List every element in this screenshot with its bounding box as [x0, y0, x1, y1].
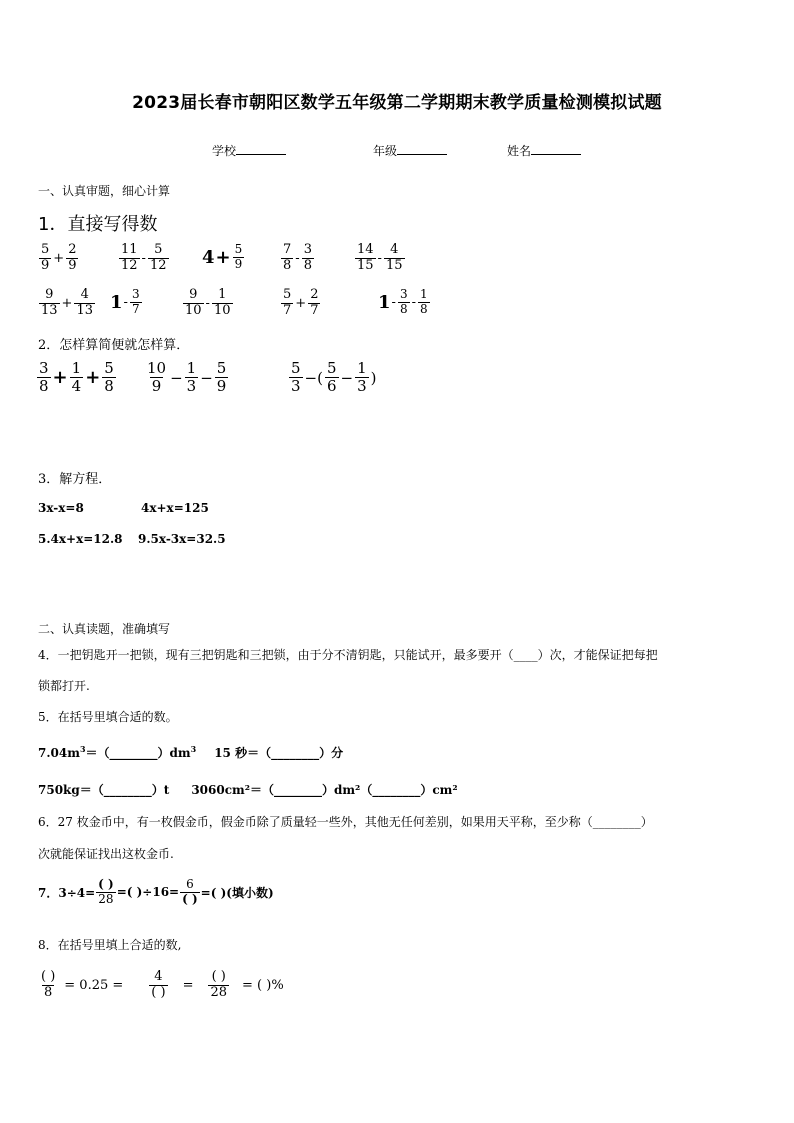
- den: 9: [216, 377, 227, 396]
- name-blank[interactable]: [531, 142, 581, 155]
- operator: −: [200, 368, 213, 387]
- num: 1: [186, 359, 197, 377]
- q5-text: 5．在括号里填合适的数。: [38, 710, 178, 724]
- num: 14: [357, 242, 374, 257]
- num: 1: [419, 287, 428, 301]
- equation-1: 3x-x=8: [38, 501, 84, 515]
- operator: −: [170, 368, 183, 387]
- operator: -: [295, 250, 300, 266]
- expr-r3-3: [288, 360, 378, 396]
- num: 7: [283, 242, 292, 257]
- q6-line2: 次就能保证找出这枚金币.: [38, 847, 174, 861]
- q3-text: 3．解方程．: [38, 472, 112, 487]
- operator: +: [52, 367, 68, 389]
- q5-line1: [38, 744, 343, 761]
- superscript: 3: [79, 744, 86, 754]
- num: 1: [357, 359, 367, 377]
- num: 9: [189, 287, 198, 302]
- section2-heading: 二、认真读题，准确填写: [38, 622, 171, 636]
- expr-r1-5: [354, 243, 406, 274]
- q2-text: 2．怎样算简便就怎样算．: [38, 338, 190, 353]
- num: 1: [218, 287, 227, 302]
- den: 7: [131, 301, 140, 316]
- num: ( ): [211, 969, 226, 984]
- q8-expression: [38, 970, 284, 1001]
- den: 8: [283, 257, 292, 273]
- school-blank[interactable]: [236, 142, 286, 155]
- expr-r3-2: [144, 360, 229, 396]
- den: ( ): [182, 891, 198, 906]
- expr-r2-3: [182, 288, 234, 319]
- num: 2: [68, 242, 77, 257]
- operator: -: [411, 294, 416, 310]
- equation-3: 5.4x+x=12.8: [38, 532, 123, 546]
- den: 6: [326, 377, 337, 396]
- den: 8: [44, 984, 53, 1000]
- num: 5: [41, 242, 50, 257]
- expr-r1-1: [38, 243, 79, 274]
- num: 5: [104, 359, 114, 377]
- den: 8: [399, 301, 408, 316]
- num: 5: [291, 359, 301, 377]
- expr-r3-1: [36, 360, 117, 396]
- num: 11: [121, 242, 138, 257]
- den: 9: [68, 257, 77, 273]
- q4-line1: 4．一把钥匙开一把锁，现有三把钥匙和三把锁，由于分不清钥匙，只能试开，最多要开（____）次，才能保证把每把: [38, 648, 658, 662]
- den: 15: [385, 257, 403, 273]
- num: 3: [131, 287, 140, 301]
- num: 5: [154, 242, 163, 257]
- whole-number: 1: [110, 291, 123, 313]
- num: 5: [234, 242, 243, 256]
- den: 8: [39, 377, 49, 396]
- whole-number: 1: [378, 291, 391, 313]
- expr-r1-2: [118, 243, 170, 274]
- school-label: 学校: [212, 144, 237, 158]
- num: 4: [390, 242, 399, 257]
- num: 10: [147, 359, 167, 377]
- operator: +: [85, 367, 101, 389]
- name-field: [507, 142, 581, 159]
- operator: −(: [304, 368, 323, 387]
- q5-b-b: 3060cm²＝（________）dm²（________）cm²: [191, 783, 458, 797]
- operator: +: [53, 250, 65, 266]
- den: 10: [213, 302, 231, 318]
- q6-line1: 6．27 枚金币中，有一枚假金币，假金币除了质量轻一些外，其他无任何差别，如果用天平称，至少称（________）: [38, 815, 653, 829]
- den: 4: [71, 377, 82, 396]
- den: ( ): [151, 984, 166, 1000]
- expr-r2-1: [38, 288, 96, 319]
- q5-a-pre: 7.04m: [38, 746, 80, 760]
- operator: -: [123, 294, 128, 310]
- den: 3: [291, 377, 301, 396]
- den: 15: [357, 257, 374, 273]
- den: 9: [234, 256, 243, 271]
- q7-post: =( )(填小数): [200, 885, 274, 900]
- num: 4: [80, 287, 89, 302]
- q7-mid: =( )÷16=: [116, 885, 180, 900]
- superscript: 3: [190, 744, 197, 754]
- den: 3: [186, 377, 197, 396]
- q8-eq: =: [182, 977, 194, 993]
- den: 7: [310, 302, 319, 318]
- q8-mid: = 0.25 =: [64, 977, 124, 993]
- q7-expression: [38, 878, 274, 907]
- section1-heading: 一、认真审题，细心计算: [38, 184, 171, 198]
- den: 28: [98, 891, 114, 906]
- num: 3: [39, 359, 49, 377]
- num: 9: [45, 287, 54, 302]
- expr-r2-5: [378, 288, 431, 317]
- operator: +: [215, 246, 231, 268]
- den: 13: [76, 302, 93, 318]
- grade-blank[interactable]: [397, 142, 447, 155]
- num: 3: [303, 242, 312, 257]
- operator: -: [377, 250, 382, 266]
- q8-post: = ( )%: [242, 977, 284, 993]
- num: 5: [216, 359, 227, 377]
- grade-label: 年级: [373, 144, 398, 158]
- operator: -: [391, 294, 396, 310]
- operator: −: [340, 368, 354, 387]
- q8-text: 8．在括号里填上合适的数,: [38, 938, 182, 952]
- den: 12: [149, 257, 167, 273]
- den: 9: [41, 257, 50, 273]
- name-label: 姓名: [507, 144, 532, 158]
- q1-text: 1．直接写得数: [38, 214, 158, 235]
- den: 12: [121, 257, 138, 273]
- num: ( ): [41, 969, 56, 984]
- den: 8: [104, 377, 114, 396]
- num: 6: [186, 877, 194, 891]
- num: 5: [326, 359, 337, 377]
- den: 8: [419, 301, 428, 316]
- expr-r1-4: [280, 243, 315, 274]
- q4-line2: 锁都打开.: [38, 679, 90, 693]
- den: 3: [357, 377, 367, 396]
- operator: +: [295, 295, 307, 311]
- q5-b-a: 750kg＝（________）t: [38, 783, 170, 797]
- q5-a-mid: ＝（________）dm: [85, 746, 191, 760]
- num: 4: [154, 969, 163, 984]
- expr-r2-4: [280, 288, 321, 319]
- paren-close: ): [370, 368, 377, 387]
- q7-pre: 7．3÷4=: [38, 885, 96, 900]
- school-field: [212, 142, 286, 159]
- den: 28: [210, 984, 228, 1000]
- den: 7: [283, 302, 292, 318]
- expr-r2-2: [110, 288, 143, 317]
- operator: -: [141, 250, 146, 266]
- den: 9: [151, 377, 162, 396]
- whole-number: 4: [202, 246, 215, 268]
- den: 10: [185, 302, 202, 318]
- grade-field: [373, 142, 447, 159]
- equation-4: 9.5x-3x=32.5: [138, 532, 226, 546]
- num: 3: [399, 287, 408, 301]
- page-title: 2023届长春市朝阳区数学五年级第二学期期末教学质量检测模拟试题: [132, 93, 662, 113]
- expr-r1-3: [202, 243, 245, 272]
- q5-line2: [38, 781, 458, 798]
- den: 13: [41, 302, 58, 318]
- num: 1: [71, 359, 82, 377]
- equation-2: 4x+x=125: [141, 501, 209, 515]
- num: ( ): [98, 877, 114, 891]
- num: 2: [310, 287, 319, 302]
- num: 5: [283, 287, 292, 302]
- den: 8: [303, 257, 312, 273]
- q5-a-post: 15 秒＝（________）分: [214, 746, 344, 760]
- operator: -: [205, 295, 210, 311]
- operator: +: [61, 295, 73, 311]
